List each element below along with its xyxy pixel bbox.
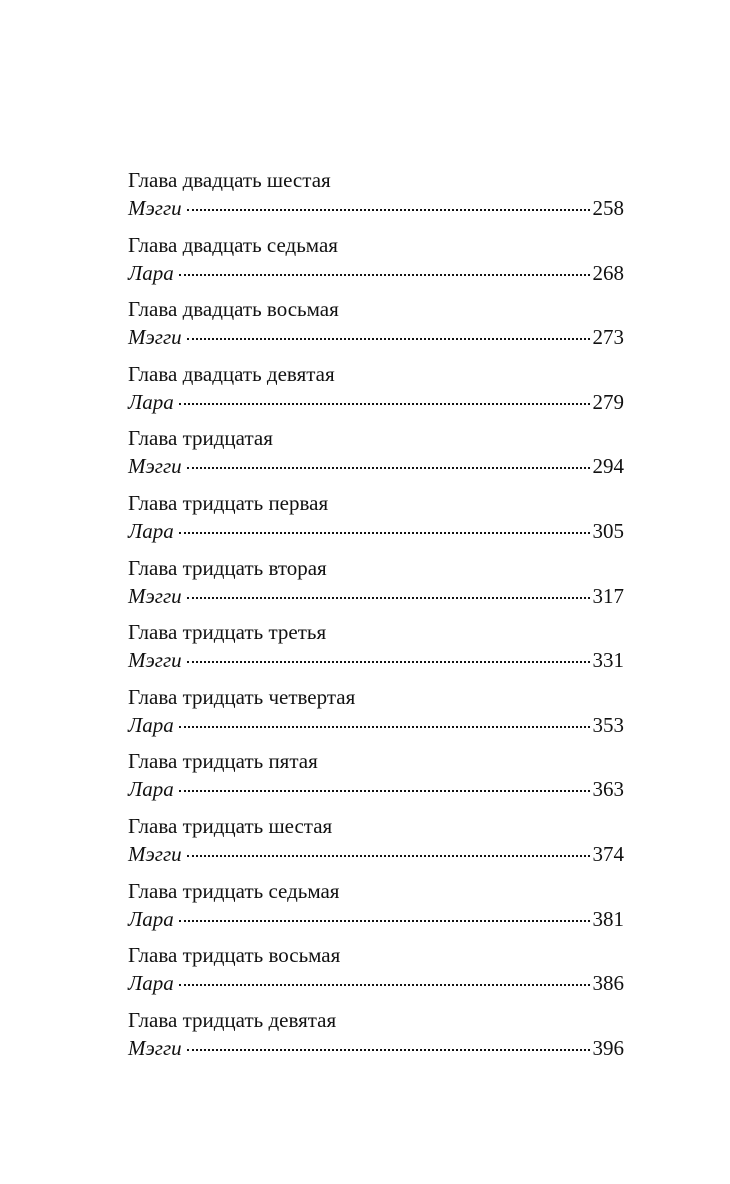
- toc-entry: [128, 877, 624, 942]
- toc-entry: [128, 683, 624, 748]
- table-of-contents: [128, 166, 624, 1070]
- dot-leader: [179, 790, 590, 792]
- dot-leader: [187, 855, 590, 857]
- narrator-name: Мэгги: [128, 583, 182, 608]
- page-number: 317: [592, 583, 624, 608]
- page-number: 305: [592, 518, 624, 543]
- chapter-title: Глава тридцать третья: [128, 620, 327, 645]
- page-number: 386: [592, 971, 624, 996]
- toc-entry: [128, 489, 624, 554]
- narrator-name: Лара: [128, 260, 174, 285]
- chapter-title: Глава двадцать седьмая: [128, 232, 338, 257]
- dot-leader: [179, 403, 590, 405]
- chapter-title: Глава тридцатая: [128, 426, 273, 451]
- chapter-title: Глава тридцать шестая: [128, 813, 333, 838]
- toc-line: [128, 194, 624, 222]
- page-number: 268: [592, 260, 624, 285]
- toc-line: [128, 388, 624, 416]
- narrator-name: Мэгги: [128, 1035, 182, 1060]
- toc-line: [128, 323, 624, 351]
- toc-entry: [128, 554, 624, 619]
- toc-line: [128, 840, 624, 868]
- dot-leader: [187, 209, 590, 211]
- narrator-name: Лара: [128, 971, 174, 996]
- toc-entry: [128, 618, 624, 683]
- toc-line: [128, 775, 624, 803]
- narrator-name: Мэгги: [128, 325, 182, 350]
- toc-line: [128, 969, 624, 997]
- chapter-title: Глава двадцать шестая: [128, 168, 331, 192]
- page-number: 396: [592, 1035, 624, 1060]
- page-number: 381: [592, 906, 624, 931]
- page-number: 258: [592, 196, 624, 220]
- chapter-title: Глава тридцать пятая: [128, 749, 318, 774]
- chapter-title: Глава тридцать четвертая: [128, 684, 356, 709]
- dot-leader: [187, 338, 590, 340]
- page-number: 279: [592, 389, 624, 414]
- chapter-title: Глава тридцать первая: [128, 490, 329, 515]
- dot-leader: [179, 274, 590, 276]
- toc-entry: [128, 812, 624, 877]
- toc-line: [128, 452, 624, 480]
- narrator-name: Мэгги: [128, 196, 182, 220]
- dot-leader: [187, 661, 590, 663]
- toc-entry: [128, 360, 624, 425]
- toc-line: [128, 905, 624, 933]
- dot-leader: [179, 984, 590, 986]
- page-number: 353: [592, 712, 624, 737]
- narrator-name: Лара: [128, 518, 174, 543]
- toc-line: [128, 517, 624, 545]
- chapter-title: Глава тридцать восьмая: [128, 943, 341, 968]
- narrator-name: Мэгги: [128, 841, 182, 866]
- page-number: 363: [592, 777, 624, 802]
- toc-line: [128, 259, 624, 287]
- dot-leader: [187, 1049, 590, 1051]
- toc-line: [128, 711, 624, 739]
- toc-entry: [128, 231, 624, 296]
- toc-entry: [128, 1006, 624, 1071]
- dot-leader: [187, 597, 590, 599]
- toc-entry: [128, 166, 624, 231]
- page-number: 294: [592, 454, 624, 479]
- toc-entry: [128, 295, 624, 360]
- chapter-title: Глава тридцать девятая: [128, 1007, 337, 1032]
- dot-leader: [187, 467, 590, 469]
- chapter-title: Глава двадцать девятая: [128, 361, 335, 386]
- page-number: 273: [592, 325, 624, 350]
- page-number: 331: [592, 648, 624, 673]
- chapter-title: Глава тридцать седьмая: [128, 878, 340, 903]
- dot-leader: [179, 726, 590, 728]
- dot-leader: [179, 532, 590, 534]
- toc-entry: [128, 941, 624, 1006]
- toc-line: [128, 646, 624, 674]
- dot-leader: [179, 920, 590, 922]
- narrator-name: Лара: [128, 906, 174, 931]
- page-number: 374: [592, 841, 624, 866]
- toc-entry: [128, 424, 624, 489]
- toc-entry: [128, 747, 624, 812]
- narrator-name: Лара: [128, 777, 174, 802]
- toc-line: [128, 1034, 624, 1062]
- chapter-title: Глава тридцать вторая: [128, 555, 327, 580]
- narrator-name: Мэгги: [128, 648, 182, 673]
- toc-line: [128, 582, 624, 610]
- chapter-title: Глава двадцать восьмая: [128, 297, 339, 322]
- narrator-name: Лара: [128, 712, 174, 737]
- narrator-name: Мэгги: [128, 454, 182, 479]
- narrator-name: Лара: [128, 389, 174, 414]
